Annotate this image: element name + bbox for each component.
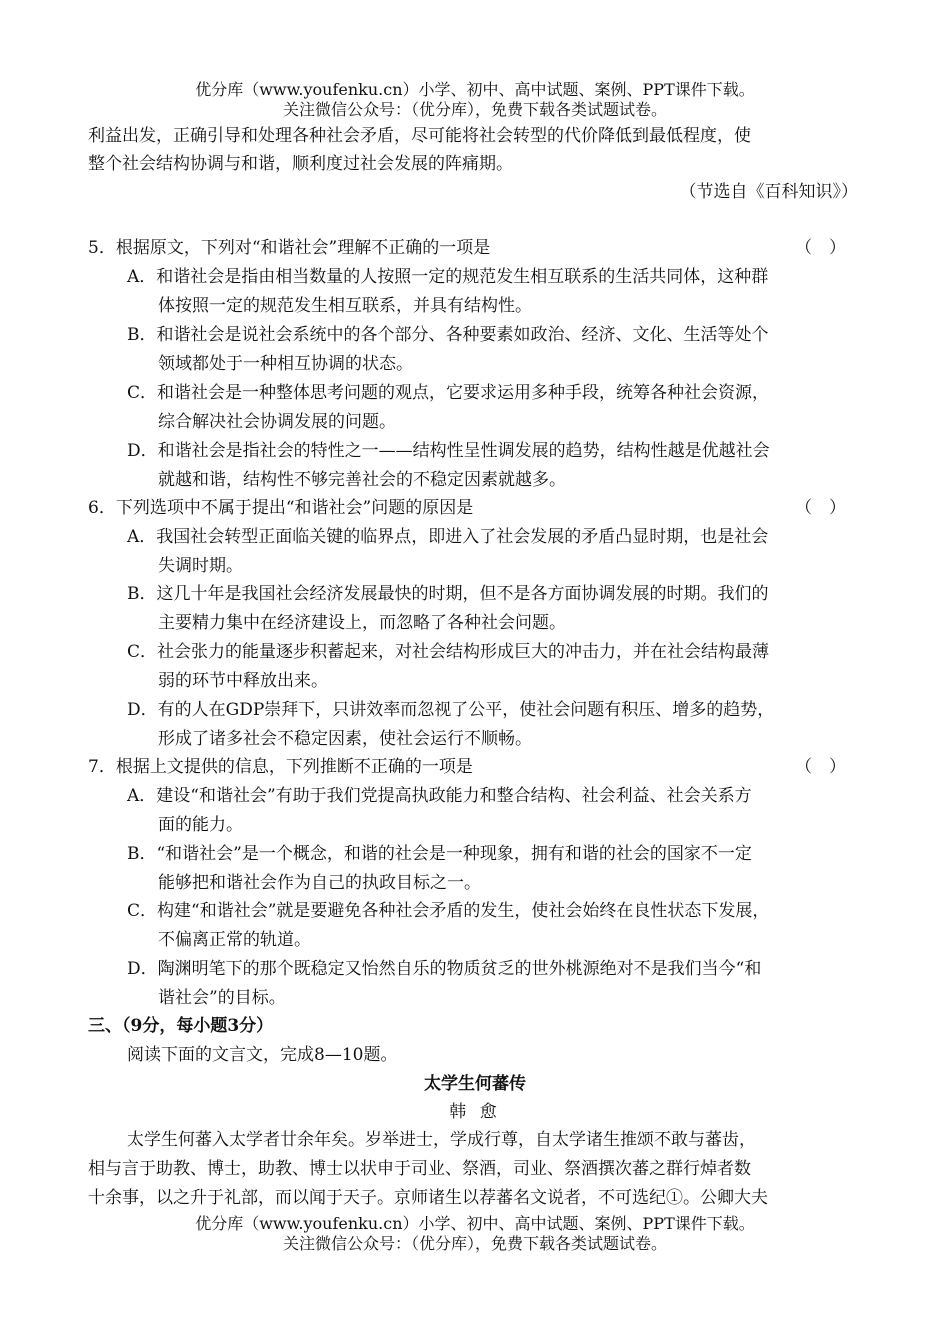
question-7-option-d-cont: 谐社会”的目标。: [158, 988, 286, 1008]
question-7-option-b: B．“和谐社会”是一个概念，和谐的社会是一种现象，拥有和谐的社会的国家不一定: [127, 844, 752, 864]
question-6-option-b-cont: 主要精力集中在经济建设上，而忽略了各种社会问题。: [158, 613, 566, 633]
question-7-option-a: A．建设“和谐社会”有助于我们党提高执政能力和整合结构、社会利益、社会关系方: [127, 786, 752, 806]
passage-line-1: 太学生何蕃入太学者廿余年矣。岁举进士，学成行尊，自太学诸生推颂不敢与蕃齿，: [127, 1130, 756, 1150]
question-6-answer-blank: （ ）: [795, 498, 846, 518]
question-5-option-d: D．和谐社会是指社会的特性之一——结构性呈性调发展的趋势，结构性越是优越社会: [127, 441, 770, 461]
footer-line-1: 优分库（www.youfenku.cn）小学、初中、高中试题、案例、PPT课件下载。: [195, 1214, 755, 1233]
question-6-option-a: A．我国社会转型正面临关键的临界点，即进入了社会发展的矛盾凸显时期，也是社会: [127, 527, 769, 547]
intro-line-2: 整个社会结构协调与和谐，顺利度过社会发展的阵痛期。: [88, 154, 513, 174]
question-5-option-b-cont: 领域都处于一种相互协调的状态。: [158, 354, 413, 374]
question-7-answer-blank: （ ）: [795, 757, 846, 777]
question-6-option-a-cont: 失调时期。: [158, 556, 243, 576]
question-5-option-c-cont: 综合解决社会协调发展的问题。: [158, 412, 396, 432]
passage-title: 太学生何蕃传: [424, 1074, 526, 1094]
question-5-option-c: C．和谐社会是一种整体思考问题的观点，它要求运用多种手段，统筹各种社会资源，: [127, 383, 770, 403]
section-3-heading: 三、（9分，每小题3分）: [88, 1016, 274, 1036]
intro-line-1: 利益出发，正确引导和处理各种社会矛盾，尽可能将社会转型的代价降低到最低程度，使: [88, 126, 751, 146]
question-7-option-c-cont: 不偏离正常的轨道。: [158, 930, 311, 950]
passage-line-3: 十余事，以之升于礼部，而以闻于天子。京师诸生以荐蕃名文说者，不可选纪①。公卿大夫: [88, 1188, 768, 1208]
question-7-stem: 7．根据上文提供的信息，下列推断不正确的一项是: [88, 757, 473, 777]
header-line-2: 关注微信公众号：（优分库），免费下载各类试题试卷。: [282, 100, 667, 119]
question-7-option-c: C．构建“和谐社会”就是要避免各种社会矛盾的发生，使社会始终在良性状态下发展，: [127, 901, 770, 921]
header-line-1: 优分库（www.youfenku.cn）小学、初中、高中试题、案例、PPT课件下载。: [195, 80, 755, 99]
question-7-option-a-cont: 面的能力。: [158, 815, 243, 835]
question-6-option-d: D．有的人在GDP崇拜下，只讲效率而忽视了公平，使社会问题有积压、增多的趋势，: [127, 700, 775, 720]
section-3-instruction: 阅读下面的文言文，完成8—10题。: [127, 1045, 398, 1065]
question-5-option-a: A．和谐社会是指由相当数量的人按照一定的规范发生相互联系的生活共同体，这种群: [127, 267, 769, 287]
question-7-option-b-cont: 能够把和谐社会作为自己的执政目标之一。: [158, 873, 481, 893]
question-6-option-b: B．这几十年是我国社会经济发展最快的时期，但不是各方面协调发展的时期。我们的: [127, 584, 769, 604]
intro-source: （节选自《百科知识》）: [679, 182, 858, 202]
question-6-option-c-cont: 弱的环节中释放出来。: [158, 671, 328, 691]
footer-line-2: 关注微信公众号：（优分库），免费下载各类试题试卷。: [282, 1234, 667, 1253]
question-5-option-d-cont: 就越和谐，结构性不够完善社会的不稳定因素就越多。: [158, 470, 566, 490]
question-6-stem: 6．下列选项中不属于提出“和谐社会”问题的原因是: [88, 498, 474, 518]
question-6-option-c: C．社会张力的能量逐步积蓄起来，对社会结构形成巨大的冲击力，并在社会结构最薄: [127, 642, 770, 662]
question-7-option-d: D．陶渊明笔下的那个既稳定又怡然自乐的物质贫乏的世外桃源绝对不是我们当今“和: [127, 959, 762, 979]
passage-author: 韩 愈: [449, 1102, 501, 1122]
question-5-answer-blank: （ ）: [795, 238, 846, 258]
question-5-stem: 5．根据原文，下列对“和谐社会”理解不正确的一项是: [88, 238, 491, 258]
question-5-option-b: B．和谐社会是说社会系统中的各个部分、各种要素如政治、经济、文化、生活等处个: [127, 325, 769, 345]
question-5-option-a-cont: 体按照一定的规范发生相互联系，并具有结构性。: [158, 296, 532, 316]
question-6-option-d-cont: 形成了诸多社会不稳定因素，使社会运行不顺畅。: [158, 729, 532, 749]
passage-line-2: 相与言于助教、博士，助教、博士以状申于司业、祭酒，司业、祭酒撰次蕃之群行焯者数: [88, 1159, 751, 1179]
